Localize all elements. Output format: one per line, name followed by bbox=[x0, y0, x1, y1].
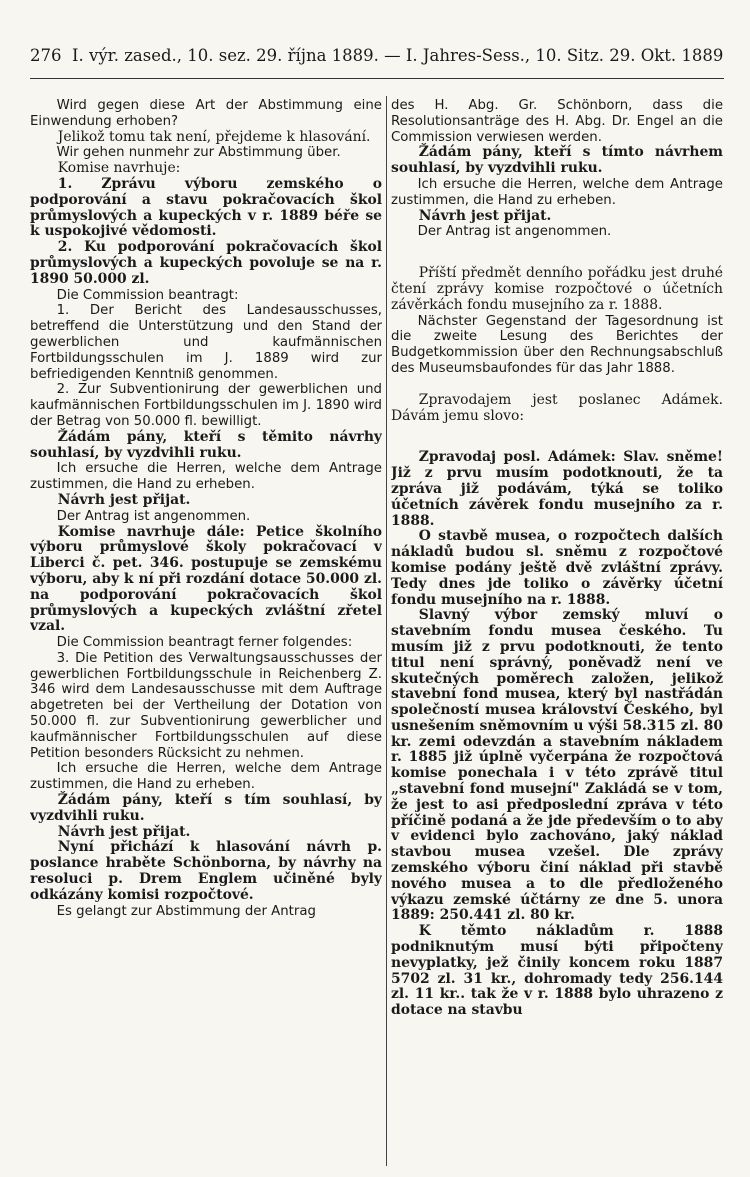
right-paragraph: Slavný výbor zemský mluví o stavebním fondu musea českého. Tu musím již z prvu podotknouti, že tento titul není správný, poněvadž není ve skutečných poměrech založen, jelikož stavební fond musea, který byl nastřádán společností musea království Českého, byl usnešením sněmovním u výši 58.315 zl. 80 kr. zemi odevzdán a stavebním nákladem r. 1885 již úplně vyčerpána že rozpočtová komise ponechala i v této zprávě titul „stavební fond musejní" Zakládá se v tom, že jest to asi předposlední zpráva v této příčině podaná a že jde především o to aby v evidenci bylo zachováno, jaký náklad stavbou musea vzešel. Dle zprávy zemského výboru činí náklad při stavbě nového musea a to dle předloženého výkazu zemské účtárny ze dne 5. unora 1889: 250.441 zl. 80 kr. bbox=[391, 607, 723, 924]
left-paragraph: 2. Zur Subventionirung der gewerblichen und kaufmännischen Fortbildungsschulen im J. 1890 wird der Betrag von 50.000 fl. bewilligt. bbox=[30, 382, 382, 429]
left-paragraph: Návrh jest přijat. bbox=[57, 491, 191, 508]
left-paragraph: Komise navrhuje: bbox=[57, 160, 181, 177]
right-paragraph: K těmto nákladům r. 1888 podniknutým musí býti připočteny nevyplatky, jež činily koncem roku 1887 5702 zl. 31 kr., dohromady tedy 256.144 zl. 11 kr.. tak že v r. 1888 bylo uhrazeno z dotace na stavbu bbox=[391, 923, 723, 1019]
left-paragraph: Die Commission beantragt: bbox=[56, 287, 239, 303]
right-column bbox=[391, 98, 723, 1168]
right-paragraph: Návrh jest přijat. bbox=[418, 207, 552, 224]
right-paragraph: O stavbě musea, o rozpočtech dalších nákladů budou sl. sněmu z rozpočtové komise podány ještě dvě zvláštní zprávy. Tedy dnes jde toliko o závěrky účetní fondu musejního na r. 1888. bbox=[391, 528, 723, 608]
left-paragraph: Jelikož tomu tak není, přejdeme k hlasování. bbox=[57, 128, 371, 145]
left-paragraph: Žádám pány, kteří s tím souhlasí, by vyzdvihli ruku. bbox=[30, 792, 382, 824]
right-paragraph: Žádám pány, kteří s tímto návrhem souhlasí, by vyzdvihli ruku. bbox=[391, 144, 723, 177]
left-paragraph: Der Antrag ist angenommen. bbox=[56, 508, 251, 524]
right-paragraph: Zpravodaj posl. Adámek: Slav. sněme! Již z prvu musím podotknouti, že ta zpráva již podávám, týká se toliko účetních závěrek fondu musejního za r. 1888. bbox=[391, 449, 723, 529]
left-paragraph: Komise navrhuje dále: Petice školního výboru průmyslové školy pokračovací v Liberci č. pet. 346. postupuje se zemskému výboru, aby k ní při rozdání dotace 50.000 zl. na podporování pokračovacích škol průmyslových a kupeckých zvláštní zřetel vzal. bbox=[30, 523, 382, 635]
left-paragraph: Die Commission beantragt ferner folgendes: bbox=[56, 635, 353, 651]
left-paragraph: Wird gegen diese Art der Abstimmung eine Einwendung erhoben? bbox=[30, 98, 382, 129]
left-paragraph: Návrh jest přijat. bbox=[57, 823, 191, 840]
left-paragraph: Ich ersuche die Herren, welche dem Antrage zustimmen, die Hand zu erheben. bbox=[30, 461, 382, 493]
left-paragraph: Nyní přichází k hlasování návrh p. poslance hraběte Schönborna, by návrhy na resoluci p. Drem Englem učiněné byly odkázány komisi rozpočtové. bbox=[30, 839, 382, 903]
right-paragraph: Der Antrag ist angenommen. bbox=[417, 224, 612, 240]
column-divider bbox=[386, 96, 387, 1166]
left-paragraph: Ich ersuche die Herren, welche dem Antrage zustimmen, die Hand zu erheben. bbox=[30, 761, 382, 793]
right-paragraph: Příští předmět denního pořádku jest druhé čtení zprávy komise rozpočtové o účetních závěrkách fondu musejního za r. 1888. bbox=[391, 265, 723, 313]
left-paragraph: Žádám pány, kteří s těmito návrhy souhlasí, by vyzdvihli ruku. bbox=[30, 428, 382, 461]
left-paragraph: 2. Ku podporování pokračovacích škol průmyslových a kupeckých povoluje se na r. 1890 50.000 zl. bbox=[30, 239, 382, 287]
right-paragraph: Zpravodajem jest poslanec Adámek. Dávám jemu slovo: bbox=[391, 391, 723, 424]
page-header bbox=[30, 44, 724, 68]
left-paragraph: Es gelangt zur Abstimmung der Antrag bbox=[56, 903, 316, 919]
left-paragraph: 1. Zprávu výboru zemského o podporování a stavu pokračovacích škol průmyslových a kupeckých v r. 1889 béře se k uspokojivé vědomosti. bbox=[30, 175, 382, 240]
left-paragraph: 3. Die Petition des Verwaltungsausschusses der gewerblichen Fortbildungsschule in Reichenberg Z. 346 wird dem Landesausschusse mit dem Auftrage abgetreten bei der Vertheilung der Dotation von 50.000 fl. zur Subventionirung gewerblicher und kaufmännischer Fortbildungsschulen auf diese Petition besonders Rücksicht zu nehmen. bbox=[30, 650, 382, 761]
page-number: 276 bbox=[30, 46, 62, 65]
left-paragraph: Wir gehen nunmehr zur Abstimmung über. bbox=[56, 145, 341, 161]
running-title: I. výr. zased., 10. sez. 29. října 1889. — I. Jahres-Sess., 10. Sitz. 29. Okt. 1889 bbox=[72, 46, 724, 65]
right-paragraph: des H. Abg. Gr. Schönborn, dass die Resolutionsanträge des H. Abg. Dr. Engel an die Commission verwiesen werden. bbox=[391, 98, 723, 145]
right-paragraph: Ich ersuche die Herren, welche dem Antrage zustimmen, die Hand zu erheben. bbox=[391, 176, 723, 208]
left-paragraph: 1. Der Bericht des Landesausschusses, betreffend die Unterstützung und den Stand der gewerblichen und kaufmännischen Fortbildungsschulen im J. 1889 wird zur befriedigenden Kenntniß genommen. bbox=[30, 303, 382, 382]
left-column bbox=[30, 98, 382, 1168]
header-rule bbox=[30, 78, 724, 79]
right-paragraph: Nächster Gegenstand der Tagesordnung ist die zweite Lesung des Berichtes der Budgetkommission über den Rechnungsabschluß des Museumsbaufondes für das Jahr 1888. bbox=[391, 313, 723, 376]
